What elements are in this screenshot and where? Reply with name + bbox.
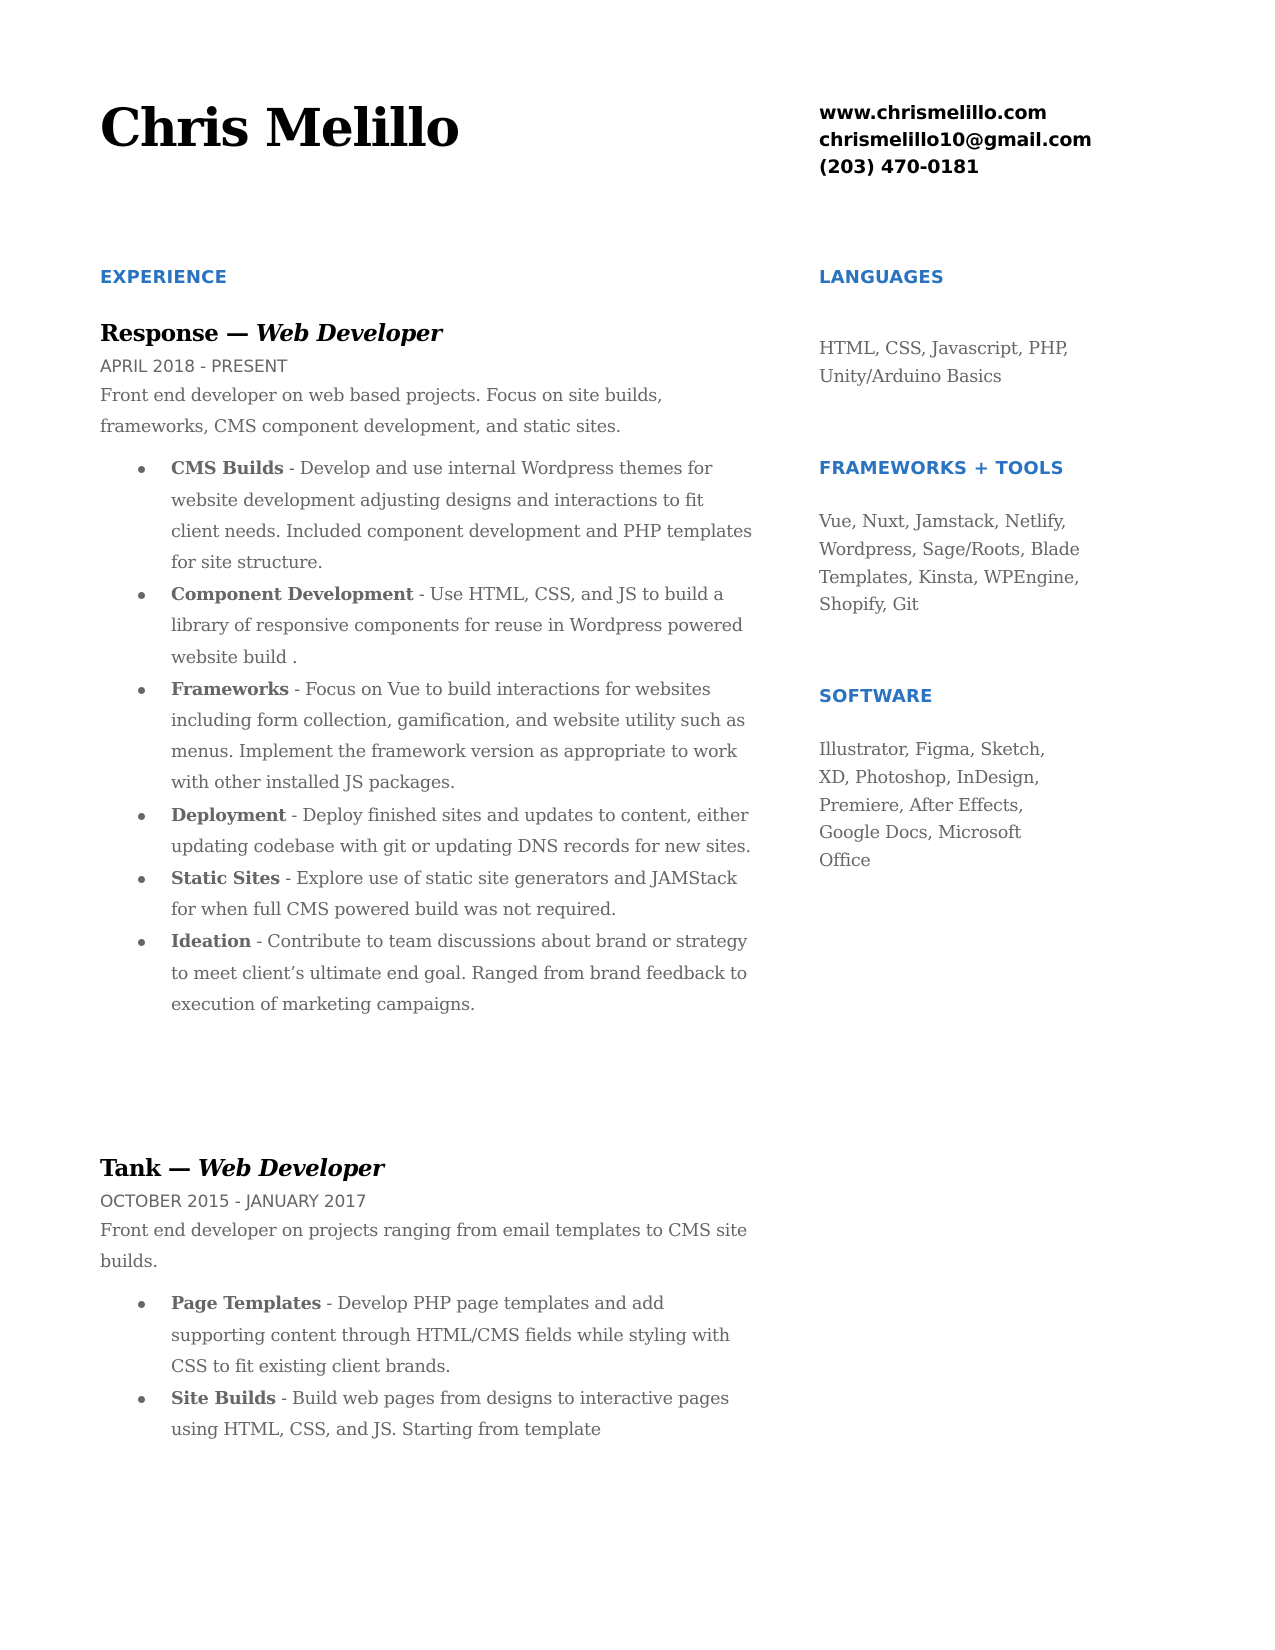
job-bullets xyxy=(100,453,756,1021)
job-response xyxy=(100,320,765,1021)
separator: — xyxy=(160,1155,198,1182)
software-heading: SOFTWARE xyxy=(819,686,933,707)
languages-list: HTML, CSS, Javascript, PHP, Unity/Arduino Basics xyxy=(819,339,1069,387)
list-item xyxy=(171,453,756,579)
bullet-text: - Develop PHP page templates and add supporting content through HTML/CMS fields while styling with CSS to fit existing client brands. xyxy=(171,1294,730,1377)
list-item xyxy=(171,926,756,1021)
job-dates: OCTOBER 2015 - JANUARY 2017 xyxy=(100,1192,367,1212)
experience-heading: EXPERIENCE xyxy=(100,267,228,288)
languages-section xyxy=(819,267,1089,392)
role: Web Developer xyxy=(198,1155,384,1182)
frameworks-section xyxy=(819,458,1089,620)
bullet-title: Component Development xyxy=(171,584,414,606)
job-description: Front end developer on web based projects. Focus on site builds, frameworks, CMS component development, and static sites. xyxy=(100,386,663,438)
bullet-text: - Use HTML, CSS, and JS to build a library of responsive components for reuse in Wordpress powered website build . xyxy=(171,585,743,668)
job-title xyxy=(100,320,765,347)
bullet-text: - Build web pages from designs to interactive pages using HTML, CSS, and JS. Starting from template xyxy=(171,1389,729,1441)
website-link[interactable]: www.chrismelillo.com xyxy=(819,102,1047,124)
bullet-title: Site Builds xyxy=(171,1388,276,1410)
list-item xyxy=(171,863,756,926)
candidate-name: Chris Melillo xyxy=(100,98,459,159)
job-description: Front end developer on projects ranging from email templates to CMS site builds. xyxy=(100,1221,748,1273)
bullet-title: Frameworks xyxy=(171,678,289,700)
list-item xyxy=(171,579,756,674)
software-section xyxy=(819,686,1059,876)
bullet-text: - Deploy finished sites and updates to content, either updating codebase with git or updating DNS records for new sites. xyxy=(171,805,751,857)
experience-section xyxy=(100,267,765,288)
role: Web Developer xyxy=(255,320,442,347)
bullet-text: - Develop and use internal Wordpress themes for website development adjusting designs and interactions to fit client needs. Included component development and PHP templates for site structure. xyxy=(171,459,752,574)
company: Tank xyxy=(100,1155,161,1182)
frameworks-list: Vue, Nuxt, Jamstack, Netlify, Wordpress, Sage/Roots, Blade Templates, Kinsta, WPEngine, Shopify, Git xyxy=(819,512,1080,616)
job-dates: APRIL 2018 - PRESENT xyxy=(100,357,288,377)
job-bullets xyxy=(100,1288,761,1446)
contact-info xyxy=(819,100,1092,181)
list-item xyxy=(171,1383,761,1446)
bullet-text: - Explore use of static site generators and JAMStack for when full CMS powered build was not required. xyxy=(171,869,737,921)
list-item xyxy=(171,1288,761,1383)
bullet-text: - Contribute to team discussions about brand or strategy to meet client’s ultimate end goal. Ranged from brand feedback to execution of marketing campaigns. xyxy=(171,932,748,1015)
bullet-title: Deployment xyxy=(171,804,287,826)
bullet-title: CMS Builds xyxy=(171,458,284,480)
phone-number: (203) 470-0181 xyxy=(819,156,979,178)
bullet-title: Page Templates xyxy=(171,1293,322,1315)
company: Response xyxy=(100,320,219,347)
job-title xyxy=(100,1155,765,1182)
bullet-title: Ideation xyxy=(171,931,252,953)
software-list: Illustrator, Figma, Sketch, XD, Photoshop, InDesign, Premiere, After Effects, Google Docs, Microsoft Office xyxy=(819,740,1046,872)
list-item xyxy=(171,800,756,863)
email-link[interactable]: chrismelillo10@gmail.com xyxy=(819,129,1092,151)
languages-heading: LANGUAGES xyxy=(819,267,945,288)
separator: — xyxy=(218,320,256,347)
bullet-title: Static Sites xyxy=(171,868,280,890)
bullet-text: - Focus on Vue to build interactions for websites including form collection, gamification, and website utility such as menus. Implement the framework version as appropriate to work with other installed JS packages. xyxy=(171,679,746,794)
list-item xyxy=(171,674,756,800)
job-tank xyxy=(100,1155,765,1446)
frameworks-heading: FRAMEWORKS + TOOLS xyxy=(819,458,1064,479)
